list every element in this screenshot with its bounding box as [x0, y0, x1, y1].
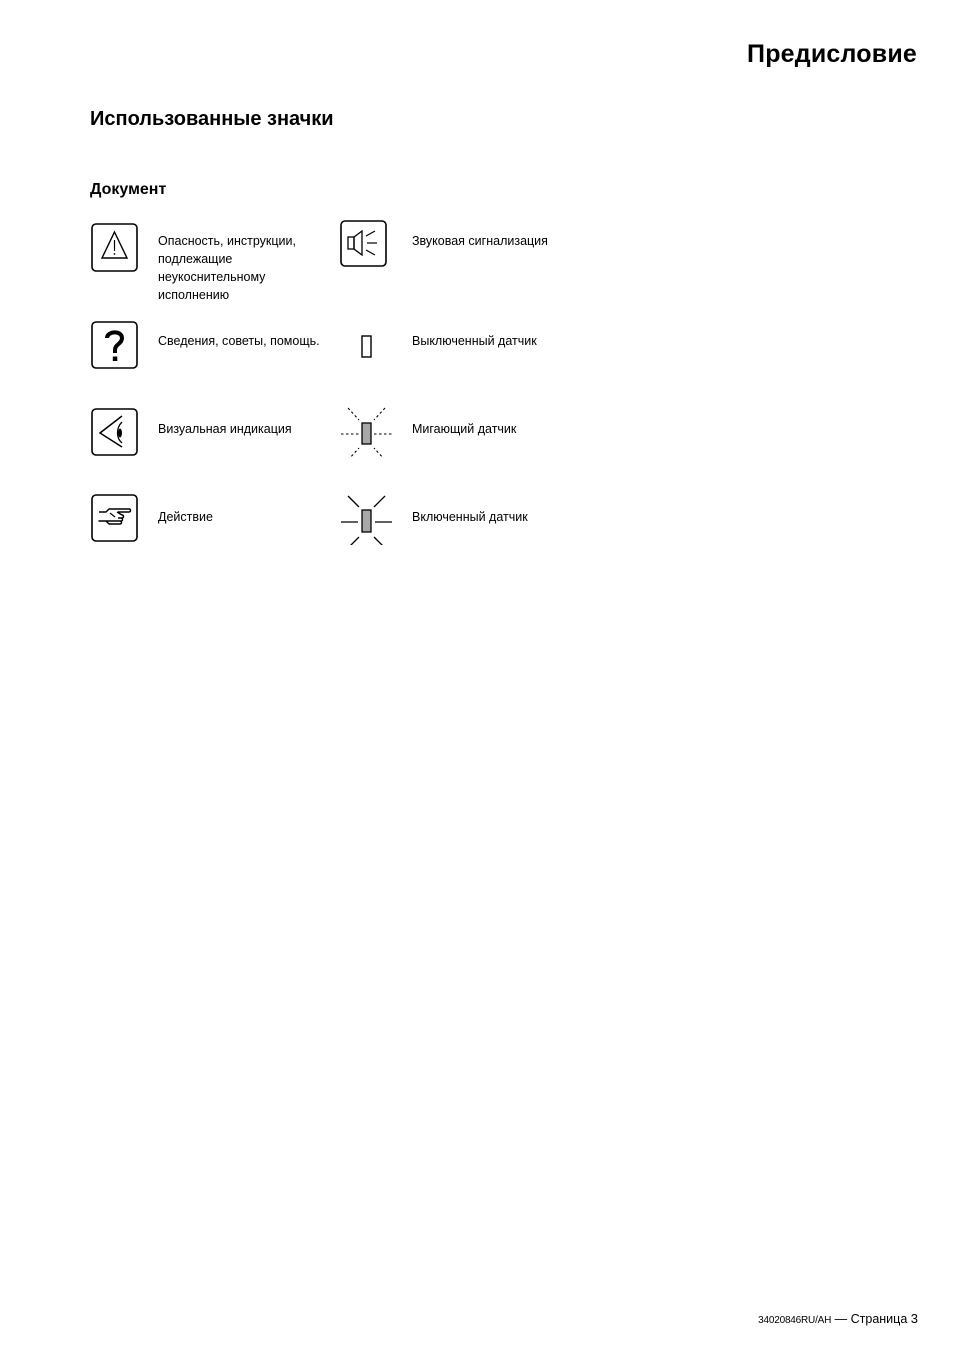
legend-label-sound: Звуковая сигнализация	[412, 234, 548, 248]
page-title: Предисловие	[747, 40, 917, 68]
section-title: Использованные значки	[90, 108, 334, 130]
eye-icon	[90, 406, 142, 458]
page-footer	[758, 1311, 918, 1326]
legend-label-led-off: Выключенный датчик	[412, 334, 537, 348]
legend-label-action: Действие	[158, 510, 213, 524]
page-label: Страница	[850, 1312, 908, 1326]
legend-label-info: Сведения, советы, помощь.	[158, 334, 320, 348]
led-on-icon	[340, 493, 392, 545]
question-mark-icon	[90, 319, 142, 371]
footer-separator: —	[834, 1312, 848, 1326]
document-code: 34020846RU/AH	[758, 1315, 832, 1326]
warning-triangle-icon	[90, 222, 142, 274]
subsection-title: Документ	[90, 181, 167, 198]
speaker-icon	[339, 219, 391, 271]
page-number: 3	[910, 1311, 918, 1326]
legend-label-visual: Визуальная индикация	[158, 422, 292, 436]
pointing-hand-icon	[90, 492, 142, 544]
led-off-icon	[340, 320, 392, 372]
led-blinking-icon	[340, 406, 392, 458]
legend-label-led-on: Включенный датчик	[412, 510, 528, 524]
legend-label-led-blinking: Мигающий датчик	[412, 422, 517, 436]
legend-label-danger: Опасность, инструкции, подлежащие неукоснительному исполнению	[158, 234, 296, 302]
